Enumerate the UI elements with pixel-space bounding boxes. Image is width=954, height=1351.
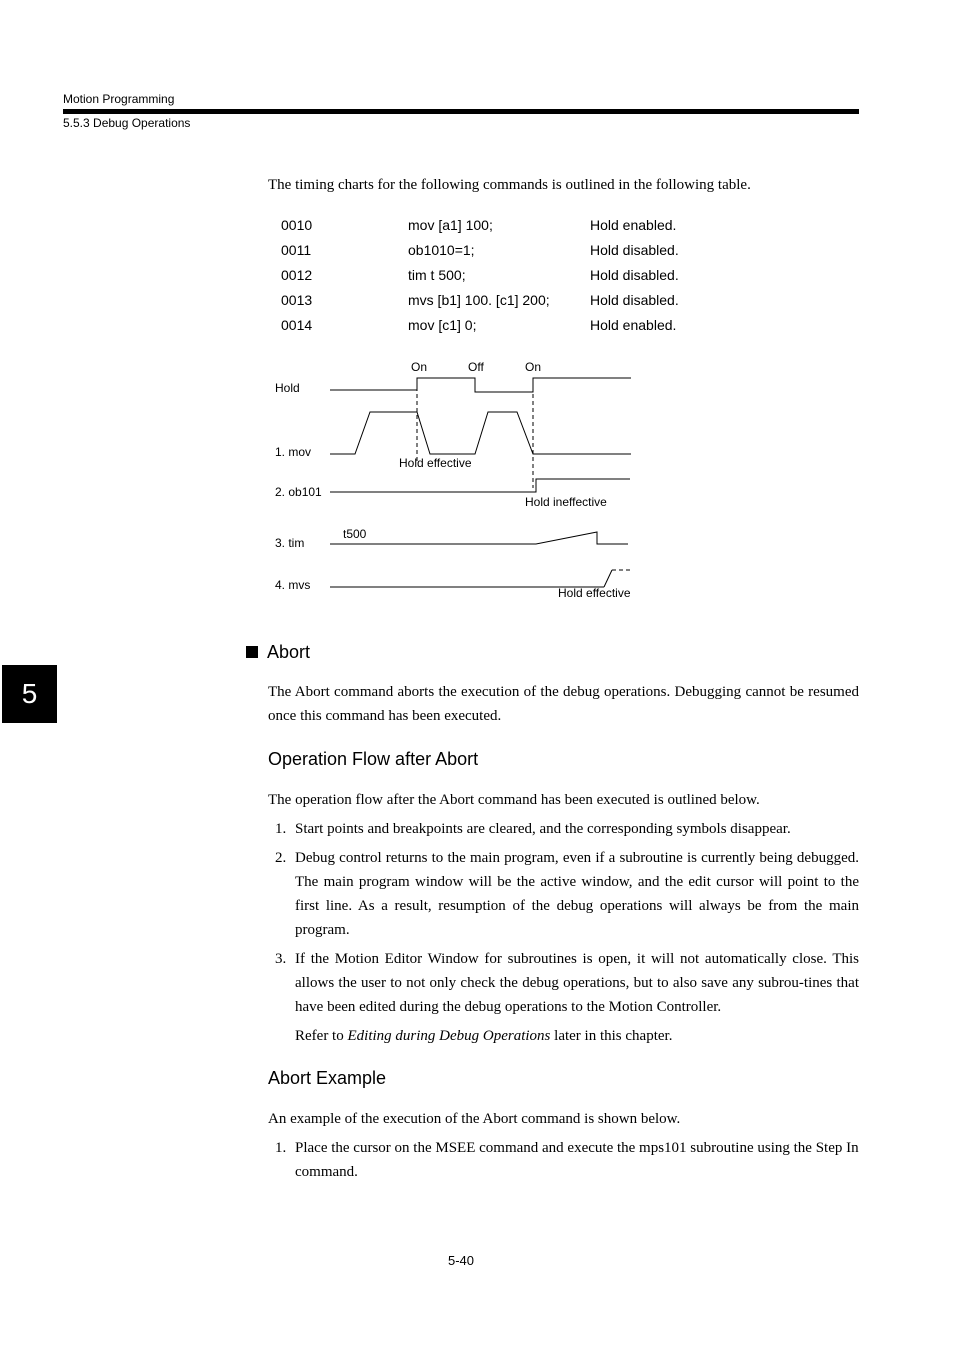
list-item bbox=[268, 846, 859, 942]
header-title: Motion Programming bbox=[63, 92, 175, 106]
hold-status: Hold disabled. bbox=[590, 267, 679, 283]
list-text: If the Motion Editor Window for subroutines is open, it will not automatically close. This allows the user to not only check the debug operations, but to also save any subrou-tines that have been edited during the debug operations to the Motion Controller. bbox=[295, 951, 859, 1015]
refer-note bbox=[295, 1024, 672, 1048]
ob101-waveform bbox=[330, 479, 630, 492]
command-code: mov [c1] 0; bbox=[408, 317, 477, 333]
signal-label-ob101: 2. ob101 bbox=[275, 485, 322, 499]
line-number: 0013 bbox=[281, 292, 313, 308]
list-number: 1. bbox=[275, 1140, 287, 1156]
abort-heading-text: Abort bbox=[267, 641, 311, 662]
command-code: ob1010=1; bbox=[408, 242, 475, 258]
hold-effective-label: Hold effective bbox=[399, 456, 472, 470]
abort-heading bbox=[246, 641, 310, 663]
hold-ineffective-label: Hold ineffective bbox=[525, 495, 607, 509]
hold-status: Hold enabled. bbox=[590, 217, 677, 233]
header-rule bbox=[63, 109, 859, 114]
chapter-tab: 5 bbox=[2, 665, 57, 723]
line-number: 0012 bbox=[281, 267, 313, 283]
list-item bbox=[268, 1136, 859, 1184]
command-code: tim t 500; bbox=[408, 267, 466, 283]
timing-chart bbox=[260, 350, 660, 610]
line-number: 0014 bbox=[281, 317, 313, 333]
command-code: mov [a1] 100; bbox=[408, 217, 493, 233]
command-code: mvs [b1] 100. [c1] 200; bbox=[408, 292, 550, 308]
example-heading: Abort Example bbox=[268, 1068, 387, 1088]
list-number: 3. bbox=[275, 951, 287, 967]
list-number: 1. bbox=[275, 821, 287, 837]
hold-effective-label: Hold effective bbox=[558, 586, 631, 600]
mvs-ramp bbox=[604, 570, 612, 587]
refer-suffix: later in this chapter. bbox=[550, 1028, 673, 1044]
tim-waveform bbox=[330, 532, 628, 544]
refer-prefix: Refer to bbox=[295, 1028, 348, 1044]
signal-label-tim: 3. tim bbox=[275, 536, 305, 550]
hold-status: Hold disabled. bbox=[590, 292, 679, 308]
refer-link: Editing during Debug Operations bbox=[347, 1028, 551, 1044]
hold-waveform bbox=[330, 378, 631, 392]
signal-label-mov: 1. mov bbox=[275, 445, 312, 459]
line-number: 0011 bbox=[281, 242, 312, 258]
off-label: Off bbox=[468, 360, 484, 374]
flow-intro: The operation flow after the Abort command has been executed is outlined below. bbox=[268, 792, 760, 808]
header-section: 5.5.3 Debug Operations bbox=[63, 116, 191, 130]
line-number: 0010 bbox=[281, 217, 313, 233]
list-text: Place the cursor on the MSEE command and execute the mps101 subroutine using the Step In command. bbox=[295, 1140, 859, 1180]
hold-status: Hold enabled. bbox=[590, 317, 677, 333]
timer-label: t500 bbox=[343, 527, 367, 541]
signal-label-hold: Hold bbox=[275, 381, 300, 395]
flow-heading: Operation Flow after Abort bbox=[268, 749, 479, 769]
on-label: On bbox=[411, 360, 428, 374]
mov-waveform bbox=[330, 412, 631, 454]
list-item bbox=[268, 947, 859, 1019]
abort-description: The Abort command aborts the execution of the debug operations. Debugging cannot be resumed once this command has been executed. bbox=[268, 684, 859, 724]
intro-paragraph: The timing charts for the following commands is outlined in the following table. bbox=[268, 177, 751, 193]
square-bullet-icon bbox=[246, 646, 258, 658]
hold-status: Hold disabled. bbox=[590, 242, 679, 258]
list-text: Start points and breakpoints are cleared, and the corresponding symbols disappear. bbox=[295, 821, 791, 837]
page-number: 5-40 bbox=[448, 1253, 475, 1268]
example-intro: An example of the execution of the Abort command is shown below. bbox=[268, 1111, 681, 1127]
list-text: Debug control returns to the main program, even if a subroutine is currently being debugged. The main program window will be the active window, and the edit cursor will point to the first line. As a result, resumption of the debug operations will always be from the main program. bbox=[295, 850, 859, 938]
list-number: 2. bbox=[275, 850, 287, 866]
on-label: On bbox=[525, 360, 542, 374]
signal-label-mvs: 4. mvs bbox=[275, 578, 311, 592]
list-item bbox=[268, 817, 859, 841]
